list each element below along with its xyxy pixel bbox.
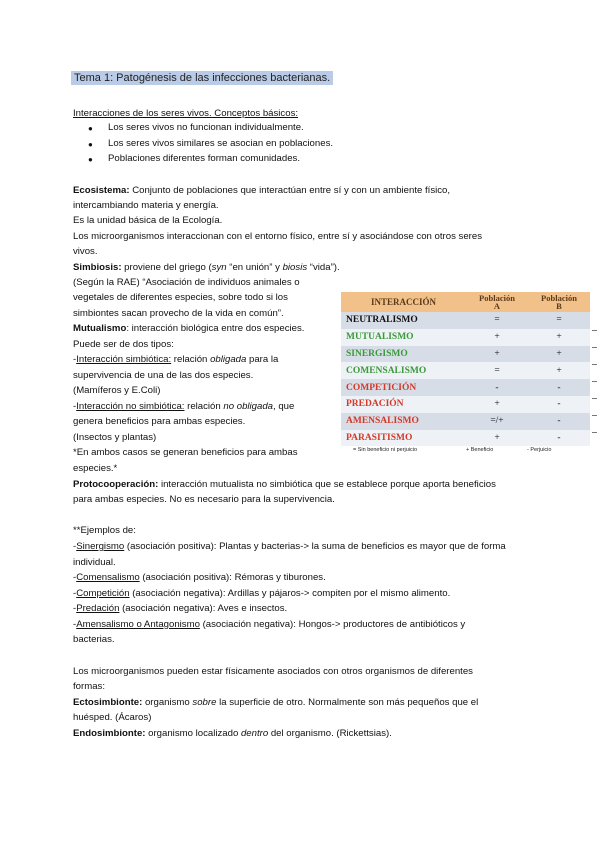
pob-a-value: =/+	[466, 413, 528, 430]
ecosistema-line: Es la unidad básica de la Ecología.	[73, 215, 223, 226]
mutualismo-note: *En ambos casos se generan beneficios para ambas	[73, 447, 298, 458]
mutualismo-line: genera beneficios para ambas especies.	[73, 416, 246, 427]
simbiosis-term: Simbiosis:	[73, 262, 122, 273]
ectosimbionte-term: Ectosimbionte:	[73, 697, 143, 708]
table-header-pob-b: Población B	[528, 292, 590, 312]
protocooperacion-line: para ambas especies. No es necesario para la supervivencia.	[73, 494, 335, 505]
page-title: Tema 1: Patogénesis de las infecciones bacterianas.	[71, 71, 333, 85]
interaction-name: PREDACIÓN	[341, 396, 466, 413]
table-row	[341, 379, 590, 396]
pob-b-value: -	[528, 396, 590, 413]
margin-tick	[592, 381, 597, 382]
margin-tick	[592, 398, 597, 399]
pob-a-value: =	[466, 312, 528, 329]
asociados-line: formas:	[73, 681, 105, 692]
margin-tick	[592, 432, 597, 433]
margin-tick	[592, 347, 597, 348]
interaction-name: MUTUALISMO	[341, 329, 466, 346]
pob-b-value: +	[528, 346, 590, 363]
ecosistema-line: Los microorganismos interaccionan con el entorno físico, entre sí y asociándose con otros seres	[73, 231, 483, 242]
endosimbionte-term: Endosimbionte:	[73, 728, 146, 739]
legend-benefit: + Beneficio	[466, 447, 494, 453]
interaction-name: COMENSALISMO	[341, 362, 466, 379]
legend-harm: - Perjuicio	[527, 447, 552, 453]
pob-b-value: +	[528, 329, 590, 346]
ejemplo-line: -Competición (asociación negativa): Ardillas y pájaros-> compiten por el mismo alimento.	[73, 588, 451, 599]
table-row	[341, 396, 590, 413]
ejemplo-line: -Predación (asociación negativa): Aves e insectos.	[73, 603, 288, 614]
interaction-table	[341, 292, 590, 446]
simbiosis-line: Simbiosis: proviene del griego (syn “en unión” y biosis “vida”).	[73, 262, 340, 273]
mutualismo-line: -Interacción simbiótica: relación obligada para la	[73, 354, 279, 365]
margin-tick	[592, 415, 597, 416]
table-row	[341, 362, 590, 379]
pob-b-value: -	[528, 379, 590, 396]
ecosistema-line: intercambiando materia y energía.	[73, 200, 219, 211]
ecosistema-line: vivos.	[73, 246, 98, 257]
mutualismo-line: supervivencia de una de las dos especies.	[73, 370, 254, 381]
simbiotica-term: Interacción simbiótica:	[76, 354, 172, 365]
asociados-line: Los microorganismos pueden estar físicamente asociados con otros organismos de diferentes	[73, 666, 473, 677]
mutualismo-line: -Interacción no simbiótica: relación no obligada, que	[73, 401, 295, 412]
ejemplos-heading: **Ejemplos de:	[73, 525, 136, 536]
margin-tick	[592, 330, 597, 331]
table-row	[341, 346, 590, 363]
ejemplo-line: bacterias.	[73, 634, 115, 645]
mutualismo-line: (Insectos y plantas)	[73, 432, 157, 443]
ejemplo-line: -Amensalismo o Antagonismo (asociación negativa): Hongos-> productores de antibióticos y	[73, 619, 466, 630]
bullet-dot: ●	[88, 140, 93, 149]
bullet-dot: ●	[88, 124, 93, 133]
bullet-dot: ●	[88, 155, 93, 164]
protocooperacion-line: Protocooperación: interacción mutualista no simbiótica que se establece porque aporta beneficios	[73, 479, 496, 490]
table-header-row	[341, 292, 590, 312]
margin-tick	[592, 364, 597, 365]
pob-a-value: +	[466, 329, 528, 346]
pob-b-value: -	[528, 430, 590, 447]
interaction-name: AMENSALISMO	[341, 413, 466, 430]
interaction-name: PARASITISMO	[341, 430, 466, 447]
mutualismo-line: Puede ser de dos tipos:	[73, 339, 174, 350]
ectosimbionte-line: Ectosimbionte: organismo sobre la superficie de otro. Normalmente son más pequeños que el	[73, 697, 479, 708]
pob-b-value: =	[528, 312, 590, 329]
mutualismo-note: especies.*	[73, 463, 118, 474]
interaction-name: NEUTRALISMO	[341, 312, 466, 329]
pob-a-value: -	[466, 379, 528, 396]
pob-a-value: =	[466, 362, 528, 379]
table-header-pob-a: Población A	[466, 292, 528, 312]
ejemplo-line: -Comensalismo (asociación positiva): Rémoras y tiburones.	[73, 572, 326, 583]
table-row	[341, 430, 590, 447]
ecosistema-term: Ecosistema:	[73, 185, 130, 196]
table-header-interaccion: INTERACCIÓN	[341, 292, 466, 312]
ejemplo-line: individual.	[73, 557, 116, 568]
simbiosis-line: simbiontes sacan provecho de la vida en común”.	[73, 308, 284, 319]
pob-a-value: +	[466, 430, 528, 447]
mutualismo-line: Mutualismo: interacción biológica entre dos especies.	[73, 323, 305, 334]
section-heading: Interacciones de los seres vivos. Conceptos básicos:	[73, 108, 299, 119]
bullet-item: Poblaciones diferentes forman comunidades.	[108, 153, 300, 164]
simbiosis-line: vegetales de diferentes especies, sobre todo si los	[73, 292, 288, 303]
pob-b-value: +	[528, 362, 590, 379]
table-row	[341, 329, 590, 346]
legend-neutral: = Sin beneficio ni perjuicio	[353, 447, 418, 453]
protocooperacion-term: Protocooperación:	[73, 479, 159, 490]
table-row	[341, 413, 590, 430]
pob-a-value: +	[466, 346, 528, 363]
interaction-name: SINERGISMO	[341, 346, 466, 363]
ectosimbionte-line: huésped. (Ácaros)	[73, 712, 152, 723]
pob-a-value: +	[466, 396, 528, 413]
no-simbiotica-term: Interacción no simbiótica:	[76, 401, 185, 412]
endosimbionte-line: Endosimbionte: organismo localizado dentro del organismo. (Rickettsias).	[73, 728, 392, 739]
table-row	[341, 312, 590, 329]
ejemplo-line: -Sinergismo (asociación positiva): Plantas y bacterias-> la suma de beneficios es mayor que de forma	[73, 541, 506, 552]
bullet-item: Los seres vivos similares se asocian en poblaciones.	[108, 138, 334, 149]
interaction-name: COMPETICIÓN	[341, 379, 466, 396]
mutualismo-line: (Mamíferos y E.Coli)	[73, 385, 161, 396]
simbiosis-line: (Según la RAE) “Asociación de individuos animales o	[73, 277, 300, 288]
ecosistema-line: Ecosistema: Conjunto de poblaciones que interactúan entre sí y con un ambiente físico,	[73, 185, 451, 196]
mutualismo-term: Mutualismo	[73, 323, 127, 334]
pob-b-value: -	[528, 413, 590, 430]
bullet-item: Los seres vivos no funcionan individualmente.	[108, 122, 304, 133]
